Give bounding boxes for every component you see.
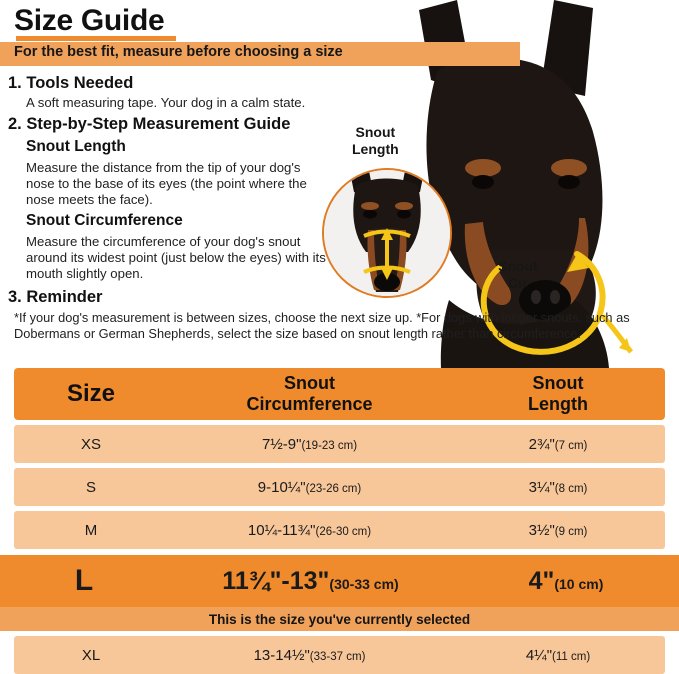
snout-length-callout-line2: Length bbox=[352, 141, 399, 157]
tools-needed-heading: 1. Tools Needed bbox=[8, 74, 134, 92]
cell-circumference-main: 7½-9" bbox=[261, 435, 302, 453]
table-row[interactable] bbox=[14, 425, 665, 463]
measurement-guide-heading: 2. Step-by-Step Measurement Guide bbox=[8, 115, 291, 133]
cell-size: S bbox=[85, 478, 96, 496]
table-row[interactable] bbox=[14, 636, 665, 674]
cell-size: XS bbox=[80, 435, 101, 453]
cell-circumference-unit: (33-37 cm) bbox=[309, 650, 366, 663]
cell-size: L bbox=[74, 564, 94, 597]
cell-circumference-main: 13-14½" bbox=[253, 646, 310, 664]
cell-length-unit: (11 cm) bbox=[552, 650, 591, 663]
table-header-row bbox=[14, 368, 665, 420]
snout-length-text: Measure the distance from the tip of your dog's nose to the base of its eyes (the point where the nose meets the face). bbox=[26, 160, 307, 207]
cell-length-main: 3½" bbox=[528, 521, 555, 539]
table-row-selected[interactable] bbox=[0, 555, 679, 607]
tools-needed-text: A soft measuring tape. Your dog in a calm state. bbox=[26, 95, 306, 110]
cell-circumference bbox=[168, 522, 451, 539]
snout-circumference-text: Measure the circumference of your dog's snout around its widest point (just below the eyes) with its mouth slightly open. bbox=[26, 234, 326, 281]
cell-length bbox=[453, 567, 679, 596]
cell-circumference bbox=[168, 436, 451, 453]
cell-length-main: 4¼" bbox=[525, 646, 553, 664]
cell-circumference-main: 11¾"-13" bbox=[222, 566, 330, 595]
snout-circumference-heading: Snout Circumference bbox=[26, 212, 183, 229]
column-header-circumference: Snout Circumference bbox=[246, 373, 373, 414]
cell-circumference-main: 10¼-11¾" bbox=[247, 521, 316, 539]
column-header-size: Size bbox=[66, 380, 116, 407]
reminder-heading: 3. Reminder bbox=[8, 288, 103, 306]
size-table bbox=[0, 368, 679, 674]
cell-length bbox=[451, 479, 665, 496]
cell-length-unit: (8 cm) bbox=[554, 482, 588, 495]
snout-length-heading: Snout Length bbox=[26, 138, 126, 155]
cell-length-unit: (9 cm) bbox=[554, 525, 588, 538]
snout-measurement-diagram bbox=[322, 168, 452, 298]
cell-circumference-unit: (26-30 cm) bbox=[315, 525, 372, 538]
cell-length-main: 2¾" bbox=[528, 435, 555, 453]
column-header-length: Snout Length bbox=[528, 373, 588, 414]
cell-length-unit: (7 cm) bbox=[554, 439, 588, 452]
cell-size: M bbox=[84, 521, 98, 539]
cell-length bbox=[451, 436, 665, 453]
page-title: Size Guide bbox=[14, 4, 165, 37]
table-row[interactable] bbox=[14, 468, 665, 506]
cell-length bbox=[451, 647, 665, 664]
cell-length-unit: (10 cm) bbox=[554, 575, 604, 592]
cell-length-main: 4" bbox=[528, 566, 555, 595]
snout-cir-callout-line1: Snout bbox=[498, 258, 538, 274]
selected-size-note: This is the size you've currently selected bbox=[0, 607, 679, 631]
cell-circumference bbox=[168, 479, 451, 496]
snout-cir-callout bbox=[498, 258, 538, 292]
cell-circumference-unit: (19-23 cm) bbox=[301, 439, 358, 452]
cell-circumference bbox=[168, 567, 453, 596]
table-row[interactable] bbox=[14, 511, 665, 549]
cell-circumference-unit: (23-26 cm) bbox=[305, 482, 362, 495]
cell-circumference bbox=[168, 647, 451, 664]
cell-size: XL bbox=[81, 646, 101, 664]
snout-length-callout bbox=[352, 124, 399, 158]
cell-length bbox=[451, 522, 665, 539]
cell-circumference-unit: (30-33 cm) bbox=[329, 575, 399, 592]
frontal-dog-diagram bbox=[324, 170, 450, 296]
cell-length-main: 3¼" bbox=[528, 478, 555, 496]
page-subtitle: For the best fit, measure before choosing a size bbox=[14, 44, 343, 60]
snout-cir-callout-line2: Cir bbox=[508, 275, 528, 291]
cell-circumference-main: 9-10¼" bbox=[257, 478, 306, 496]
snout-length-callout-line1: Snout bbox=[355, 124, 396, 140]
reminder-text: *If your dog's measurement is between sizes, choose the next size up. *For dogs with longer snouts, such as Dobermans or German Shepherds, select the size based on snout length rather than circumference. bbox=[14, 310, 630, 341]
